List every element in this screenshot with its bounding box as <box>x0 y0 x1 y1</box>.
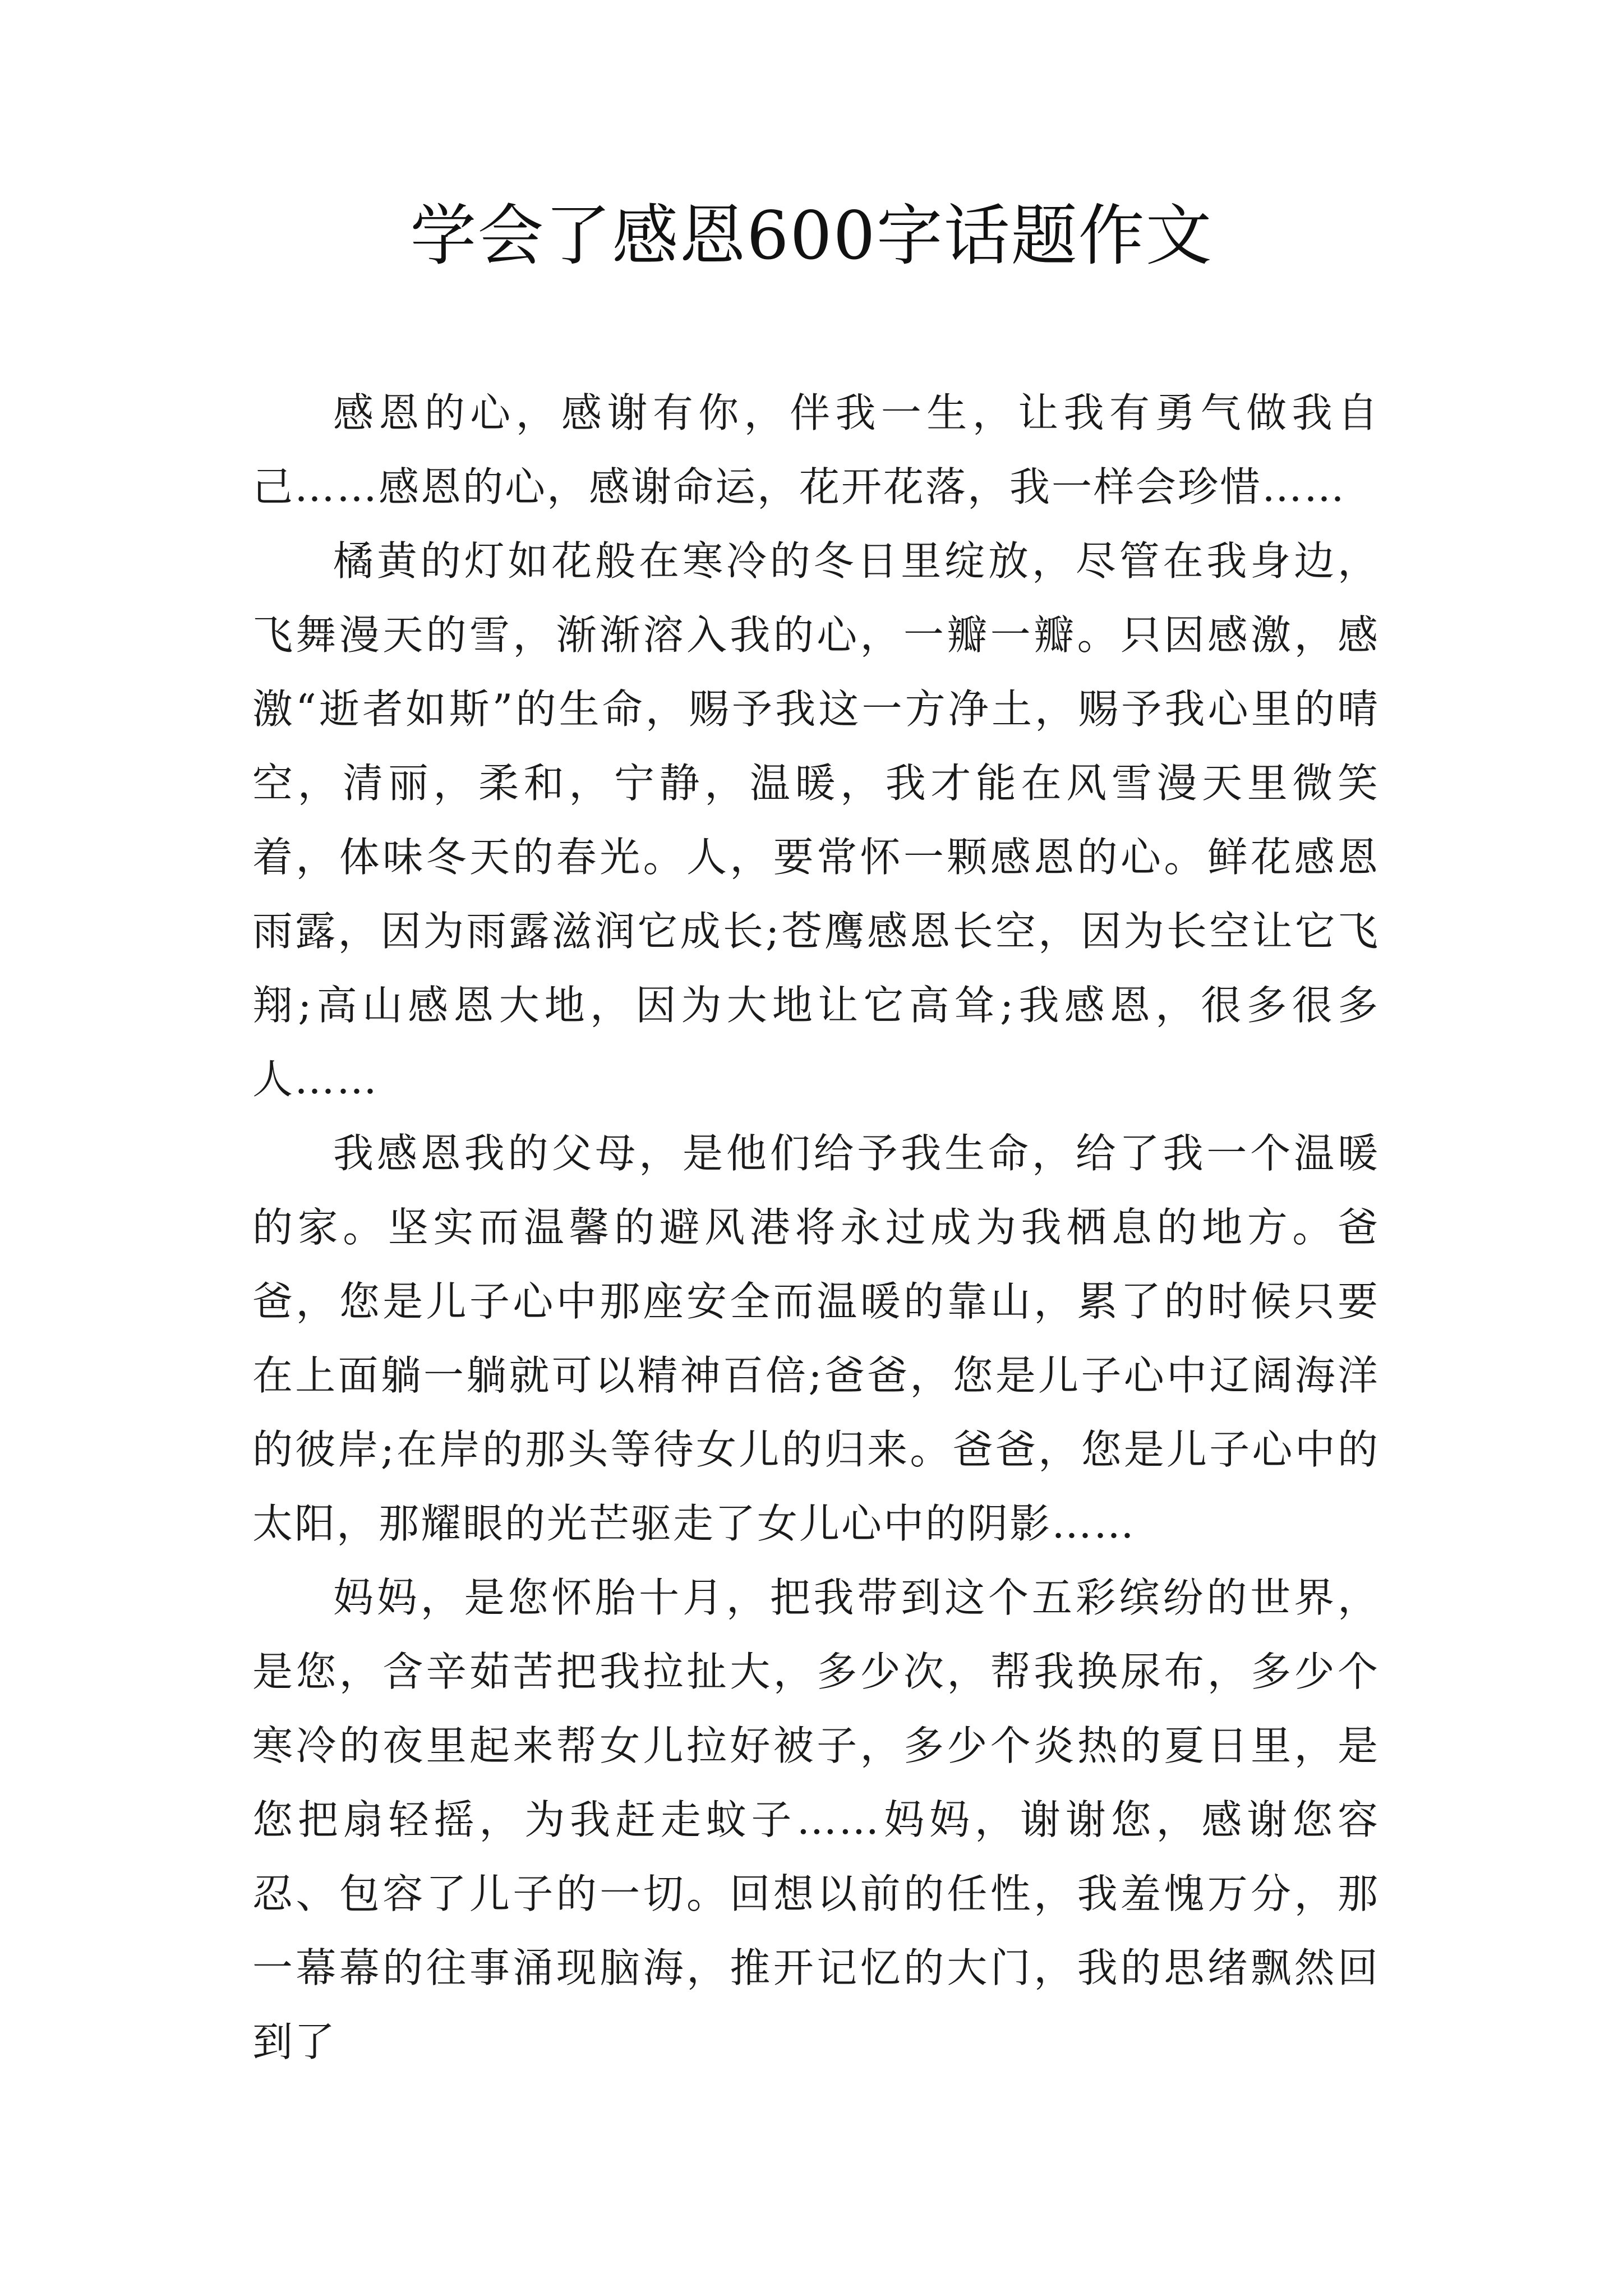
paragraph-3: 我感恩我的父母，是他们给予我生命，给了我一个温暖的家。坚实而温馨的避风港将永过成为我栖息的地方。爸爸，您是儿子心中那座安全而温暖的靠山，累了的时候只要在上面躺一躺就可以精神百倍;爸爸，您是儿子心中辽阔海洋的彼岸;在岸的那头等待女儿的归来。爸爸，您是儿子心中的太阳，那耀眼的光芒驱走了女儿心中的阴影…… <box>252 1130 1380 1547</box>
document-title: 学会了感恩600字话题作文 <box>410 197 1213 274</box>
paragraph-4: 妈妈，是您怀胎十月，把我带到这个五彩缤纷的世界，是您，含辛茹苦把我拉扯大，多少次，帮我换尿布，多少个寒冷的夜里起来帮女儿拉好被子，多少个炎热的夏日里，是您把扇轻摇，为我赶走蚊子……妈妈，谢谢您，感谢您容忍、包容了儿子的一切。回想以前的任性，我羞愧万分，那一幕幕的往事涌现脑海，推开记忆的大门，我的思绪飘然回到了 <box>252 1574 1380 2065</box>
document-body <box>252 376 1380 2079</box>
paragraph-2: 橘黄的灯如花般在寒冷的冬日里绽放，尽管在我身边，飞舞漫天的雪，渐渐溶入我的心，一瓣一瓣。只因感激，感激“逝者如斯”的生命，赐予我这一方净土，赐予我心里的晴空，清丽，柔和，宁静，温暖，我才能在风雪漫天里微笑着，体味冬天的春光。人，要常怀一颗感恩的心。鲜花感恩雨露，因为雨露滋润它成长;苍鹰感恩长空，因为长空让它飞翔;高山感恩大地，因为大地让它高耸;我感恩，很多很多人…… <box>252 537 1380 1103</box>
paragraph-1: 感恩的心，感谢有你，伴我一生，让我有勇气做我自己……感恩的心，感谢命运，花开花落，我一样会珍惜…… <box>252 389 1380 510</box>
